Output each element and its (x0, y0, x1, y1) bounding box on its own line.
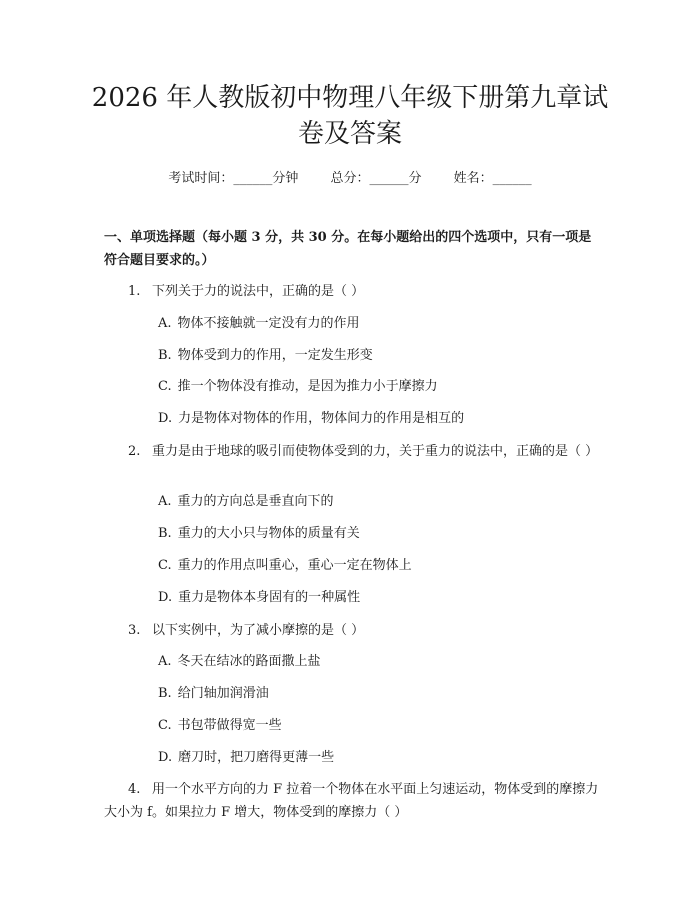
question-2-option-b (158, 525, 598, 543)
question-text: 重力是由于地球的吸引而使物体受到的力，关于重力的说法中，正确的是（ ） (152, 444, 599, 459)
question-number: 4. (128, 782, 141, 797)
page-title: 2026 年人教版初中物理八年级下册第九章试卷及答案 (91, 83, 609, 149)
option-letter: C. (158, 718, 172, 733)
option-text: 物体不接触就一定没有力的作用 (177, 316, 360, 331)
exam-total-score: 总分：______分 (330, 171, 422, 186)
option-text: 重力的大小只与物体的质量有关 (177, 526, 360, 541)
question-1 (104, 280, 602, 303)
question-number: 1. (128, 284, 141, 299)
option-letter: D. (158, 411, 173, 426)
question-3-option-b (158, 685, 598, 703)
option-letter: B. (158, 526, 172, 541)
question-2-option-a (158, 493, 598, 511)
question-3-option-c (158, 717, 598, 735)
student-name: 姓名：______ (453, 171, 532, 186)
exam-meta (0, 170, 700, 188)
question-1-option-d (158, 410, 598, 428)
question-3 (104, 619, 602, 642)
option-text: 重力的作用点叫重心，重心一定在物体上 (177, 558, 412, 573)
option-letter: A. (158, 316, 172, 331)
question-2-option-c (158, 557, 598, 575)
option-letter: B. (158, 348, 172, 363)
option-letter: C. (158, 558, 172, 573)
option-text: 冬天在结冰的路面撒上盐 (177, 654, 321, 669)
option-letter: A. (158, 654, 172, 669)
question-text: 以下实例中，为了减小摩擦的是（ ） (152, 623, 365, 638)
option-letter: D. (158, 590, 173, 605)
option-text: 重力是物体本身固有的一种属性 (178, 590, 361, 605)
option-text: 推一个物体没有推动，是因为推力小于摩擦力 (177, 379, 438, 394)
option-text: 重力的方向总是垂直向下的 (177, 494, 334, 509)
question-4 (104, 778, 602, 824)
option-text: 物体受到力的作用，一定发生形变 (177, 348, 373, 363)
question-number: 3. (128, 623, 141, 638)
option-letter: B. (158, 686, 172, 701)
question-2 (104, 440, 602, 463)
option-text: 书包带做得宽一些 (177, 718, 282, 733)
option-text: 力是物体对物体的作用，物体间力的作用是相互的 (178, 411, 465, 426)
question-3-option-d (158, 749, 598, 767)
question-text: 用一个水平方向的力 F 拉着一个物体在水平面上匀速运动，物体受到的摩擦力大小为 f。如果拉力 F 增大，物体受到的摩擦力（ ） (104, 782, 599, 820)
option-letter: C. (158, 379, 172, 394)
question-1-option-a (158, 315, 598, 333)
question-text: 下列关于力的说法中，正确的是（ ） (152, 284, 365, 299)
option-letter: D. (158, 750, 173, 765)
question-1-option-c (158, 378, 598, 396)
section-heading: 一、单项选择题（每小题 3 分，共 30 分。在每小题给出的四个选项中，只有一项是符合题目要求的。） (104, 230, 592, 268)
question-number: 2. (128, 444, 141, 459)
question-1-option-b (158, 347, 598, 365)
exam-time: 考试时间：______分钟 (168, 171, 299, 186)
question-3-option-a (158, 653, 598, 671)
option-text: 给门轴加润滑油 (177, 686, 269, 701)
option-letter: A. (158, 494, 172, 509)
option-text: 磨刀时，把刀磨得更薄一些 (178, 750, 335, 765)
question-2-option-d (158, 589, 598, 607)
